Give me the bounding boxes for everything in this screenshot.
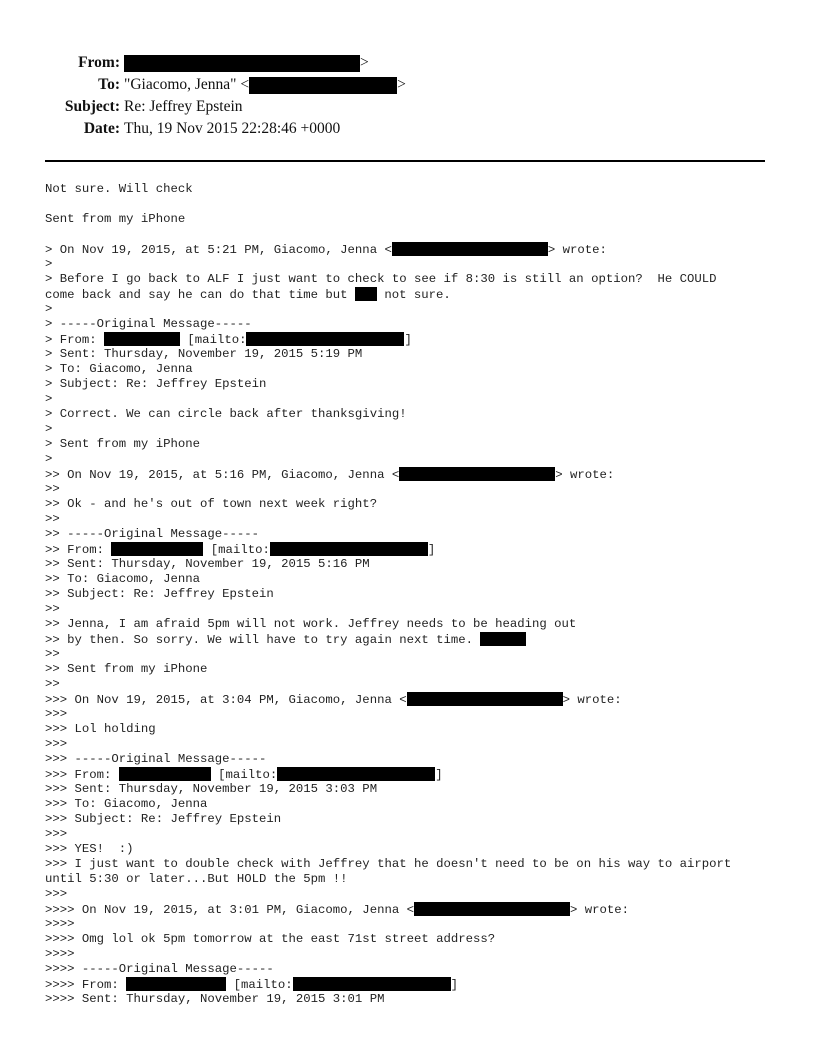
- redaction-block: [111, 542, 203, 556]
- email-text: >>: [45, 602, 60, 616]
- email-text: >>>: [45, 887, 68, 901]
- email-text: >>> Subject: Re: Jeffrey Epstein: [45, 812, 282, 826]
- from-row: [0, 52, 816, 74]
- email-text: ]: [450, 978, 458, 992]
- email-text: > -----Original Message-----: [45, 317, 252, 331]
- email-line: [45, 527, 805, 542]
- email-text: > Sent: Thursday, November 19, 2015 5:19 PM: [45, 347, 363, 361]
- email-line: [45, 722, 805, 737]
- email-line: [45, 632, 805, 647]
- email-text: come back and say he can do that time but: [45, 288, 355, 302]
- email-text: ]: [404, 333, 412, 347]
- email-line: [45, 557, 805, 572]
- redaction-block: [392, 242, 548, 256]
- email-line: [45, 812, 805, 827]
- email-text: Not sure. Will check: [45, 182, 193, 196]
- email-line: [45, 512, 805, 527]
- email-text: >>> On Nov 19, 2015, at 3:04 PM, Giacomo, Jenna <: [45, 693, 407, 707]
- date-value: Thu, 19 Nov 2015 22:28:46 +0000: [124, 120, 341, 137]
- redaction-block: [104, 332, 180, 346]
- email-line: [45, 467, 805, 482]
- email-line: [45, 482, 805, 497]
- email-text: [mailto:: [180, 333, 247, 347]
- email-line: [45, 647, 805, 662]
- from-value: [124, 52, 369, 74]
- email-line: [45, 587, 805, 602]
- email-text: >>: [45, 647, 60, 661]
- redaction-block: [126, 977, 226, 991]
- email-line: [45, 752, 805, 767]
- email-text: > wrote:: [555, 468, 615, 482]
- email-line: [45, 932, 805, 947]
- date-label: Date:: [83, 120, 120, 137]
- email-line: [45, 782, 805, 797]
- email-line: [45, 407, 805, 422]
- subject-value: Re: Jeffrey Epstein: [124, 98, 243, 115]
- email-text: >>>: [45, 827, 68, 841]
- redaction-block: [124, 55, 360, 72]
- subject-row: [0, 96, 816, 118]
- email-text: >: [45, 422, 53, 436]
- email-line: [45, 737, 805, 752]
- email-line: [45, 827, 805, 842]
- email-text: > Before I go back to ALF I just want to check to see if 8:30 is still an option? He COULD: [45, 272, 717, 286]
- email-text: >>>>: [45, 917, 75, 931]
- email-text: ]: [435, 768, 443, 782]
- email-text: [mailto:: [203, 543, 270, 557]
- email-line: [45, 257, 805, 272]
- email-line: [45, 347, 805, 362]
- email-line: [45, 302, 805, 317]
- email-text: [mailto:: [226, 978, 293, 992]
- email-text: >>>> From:: [45, 978, 127, 992]
- email-line: [45, 377, 805, 392]
- redaction-block: [293, 977, 451, 991]
- email-text: >>> From:: [45, 768, 119, 782]
- redaction-block: [270, 542, 428, 556]
- email-text: >>>: [45, 707, 68, 721]
- email-line: [45, 992, 805, 1007]
- email-line: [45, 797, 805, 812]
- redaction-block: [399, 467, 555, 481]
- email-line: [45, 872, 805, 887]
- redaction-block: [246, 332, 404, 346]
- email-line: [45, 362, 805, 377]
- email-text: >> Subject: Re: Jeffrey Epstein: [45, 587, 274, 601]
- email-text: [mailto:: [210, 768, 278, 782]
- email-text: >> On Nov 19, 2015, at 5:16 PM, Giacomo, Jenna <: [45, 468, 400, 482]
- from-label: From:: [78, 54, 120, 71]
- email-line: [45, 842, 805, 857]
- email-line: [45, 857, 805, 872]
- email-text: >>> Sent: Thursday, November 19, 2015 3:03 PM: [45, 782, 378, 796]
- redaction-block: [249, 77, 397, 94]
- from-suffix: >: [360, 54, 369, 71]
- email-line: [45, 197, 805, 212]
- date-row: [0, 118, 816, 140]
- to-suffix: >: [397, 76, 406, 93]
- email-line: [45, 917, 805, 932]
- email-line: [45, 287, 805, 302]
- email-line: [45, 962, 805, 977]
- email-text: >>> -----Original Message-----: [45, 752, 267, 766]
- email-text: >>> To: Giacomo, Jenna: [45, 797, 208, 811]
- email-line: [45, 182, 805, 197]
- email-line: [45, 497, 805, 512]
- redaction-block: [414, 902, 570, 916]
- email-text: >> Jenna, I am afraid 5pm will not work. Jeffrey needs to be heading out: [45, 617, 577, 631]
- email-line: [45, 692, 805, 707]
- email-line: [45, 617, 805, 632]
- redaction-block: [480, 632, 526, 646]
- to-value: [124, 74, 406, 96]
- email-text: >> -----Original Message-----: [45, 527, 260, 541]
- subject-label: Subject:: [64, 98, 120, 115]
- email-text: >>> Lol holding: [45, 722, 156, 736]
- email-text: >>: [45, 677, 60, 691]
- email-text: >: [45, 257, 53, 271]
- email-line: [45, 602, 805, 617]
- email-line: [45, 227, 805, 242]
- redaction-block: [277, 767, 435, 781]
- email-line: [45, 677, 805, 692]
- redaction-block: [119, 767, 211, 781]
- email-text: > wrote:: [547, 243, 607, 257]
- email-text: > To: Giacomo, Jenna: [45, 362, 193, 376]
- email-line: [45, 452, 805, 467]
- email-text: >>>> -----Original Message-----: [45, 962, 274, 976]
- email-text: >> From:: [45, 543, 112, 557]
- redaction-block: [355, 287, 377, 301]
- email-text: >> Sent from my iPhone: [45, 662, 208, 676]
- email-line: [45, 947, 805, 962]
- email-text: >> To: Giacomo, Jenna: [45, 572, 200, 586]
- to-row: [0, 74, 816, 96]
- email-line: [45, 572, 805, 587]
- email-text: >>>> Sent: Thursday, November 19, 2015 3:01 PM: [45, 992, 385, 1006]
- email-text: > From:: [45, 333, 105, 347]
- email-text: >>> I just want to double check with Jeffrey that he doesn't need to be on his way to airport: [45, 857, 732, 871]
- email-text: >>>> On Nov 19, 2015, at 3:01 PM, Giacomo, Jenna <: [45, 903, 414, 917]
- email-text: > Sent from my iPhone: [45, 437, 200, 451]
- email-text: >: [45, 452, 53, 466]
- email-text: > wrote:: [569, 903, 630, 917]
- email-line: [45, 542, 805, 557]
- email-line: [45, 437, 805, 452]
- email-text: >>>: [45, 737, 68, 751]
- email-line: [45, 212, 805, 227]
- email-line: [45, 422, 805, 437]
- email-text: >>>>: [45, 947, 75, 961]
- email-line: [45, 332, 805, 347]
- email-text: until 5:30 or later...But HOLD the 5pm !!: [45, 872, 348, 886]
- email-line: [45, 317, 805, 332]
- email-text: > Subject: Re: Jeffrey Epstein: [45, 377, 267, 391]
- email-line: [45, 707, 805, 722]
- email-text: >> Sent: Thursday, November 19, 2015 5:16 PM: [45, 557, 370, 571]
- email-text: > On Nov 19, 2015, at 5:21 PM, Giacomo, Jenna <: [45, 243, 392, 257]
- email-text: ]: [427, 543, 436, 557]
- email-body: [45, 182, 805, 1007]
- email-text: >: [45, 302, 53, 316]
- email-text: >: [45, 392, 53, 406]
- email-line: [45, 662, 805, 677]
- email-text: >> Ok - and he's out of town next week right?: [45, 497, 378, 511]
- header-divider: [45, 160, 765, 162]
- email-text: >>>> Omg lol ok 5pm tomorrow at the east 71st street address?: [45, 932, 496, 946]
- email-line: [45, 272, 805, 287]
- email-line: [45, 767, 805, 782]
- to-label: To:: [98, 76, 120, 93]
- email-text: > Correct. We can circle back after thanksgiving!: [45, 407, 407, 421]
- to-name: "Giacomo, Jenna" <: [124, 76, 250, 93]
- email-text: >> by then. So sorry. We will have to try again next time.: [45, 633, 481, 647]
- redaction-block: [407, 692, 563, 706]
- email-text: not sure.: [376, 288, 451, 302]
- email-text: >>: [45, 512, 60, 526]
- email-line: [45, 392, 805, 407]
- email-line: [45, 977, 805, 992]
- email-line: [45, 242, 805, 257]
- email-text: >>: [45, 482, 60, 496]
- email-text: Sent from my iPhone: [45, 212, 186, 226]
- email-line: [45, 887, 805, 902]
- email-line: [45, 902, 805, 917]
- email-text: > wrote:: [562, 693, 622, 707]
- email-text: >>> YES! :): [45, 842, 134, 856]
